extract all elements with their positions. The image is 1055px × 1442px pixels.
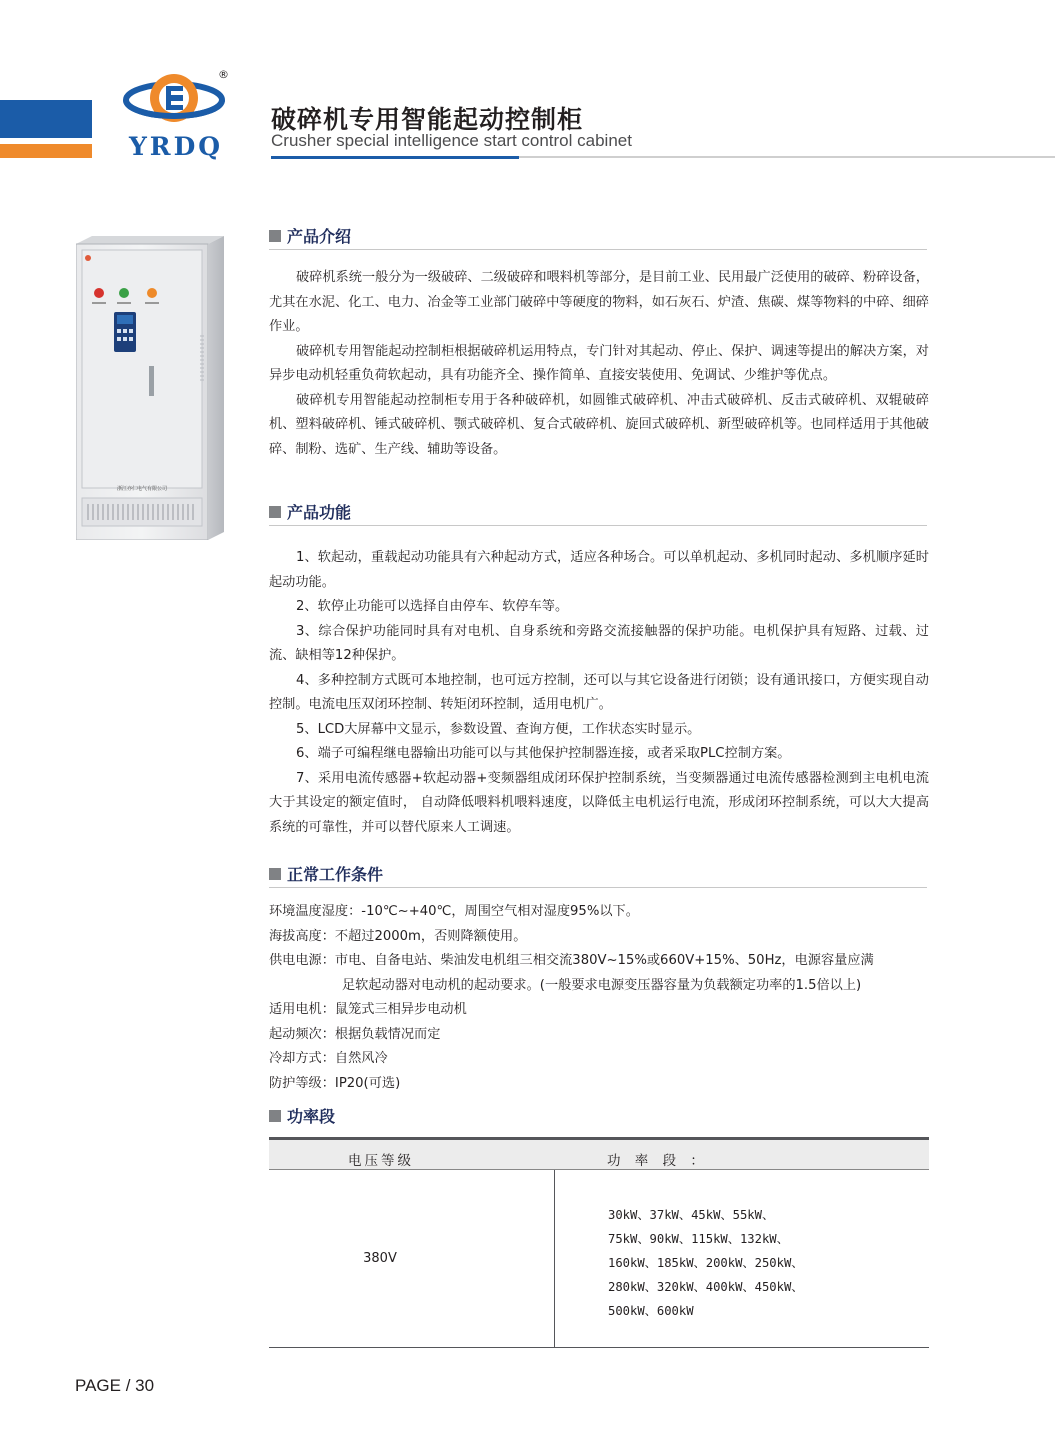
condition-row: 供电电源：市电、自备电站、柴油发电机组三相交流380V~15%或660V+15%、50Hz，电源容量应满 xyxy=(269,953,874,968)
brand-wordmark: YRDQ xyxy=(128,132,224,161)
section-heading-power xyxy=(269,1104,927,1130)
header-divider-accent xyxy=(271,156,519,159)
condition-row: 适用电机：鼠笼式三相异步电动机 xyxy=(269,1002,467,1017)
condition-row: 海拔高度：不超过2000m，否则降额使用。 xyxy=(269,928,527,944)
intro-paragraph: 破碎机系统一般分为一级破碎、二级破碎和喂料机等部分，是目前工业、民用最广泛使用的破碎、粉碎设备，尤其在水泥、化工、电力、冶金等工业部门破碎中等硬度的物料，如石灰石、炉渣、焦碳、煤等物料的中碎、细碎作业。 xyxy=(269,270,929,334)
square-bullet-icon xyxy=(269,230,281,242)
table-cell-power-ranges xyxy=(608,1203,908,1323)
condition-row: 起动频次：根据负载情况而定 xyxy=(269,1026,441,1042)
section-heading-intro xyxy=(269,224,927,250)
table-header-row xyxy=(269,1140,929,1170)
power-range-line: 280kW、320kW、400kW、450kW、 xyxy=(608,1280,804,1294)
section-heading-label: 功率段 xyxy=(287,1107,336,1126)
section-heading-functions xyxy=(269,500,927,526)
intro-text xyxy=(269,266,929,462)
table-bottom-rule xyxy=(269,1347,929,1348)
header-orange-bar xyxy=(0,144,92,158)
page-subtitle: Crusher special intelligence start control cabinet xyxy=(271,131,632,150)
intro-paragraph: 破碎机专用智能起动控制柜专用于各种破碎机，如圆锥式破碎机、冲击式破碎机、反击式破碎机、双辊破碎机、塑料破碎机、锤式破碎机、颚式破碎机、复合式破碎机、旋回式破碎机、新型破碎机等。也同样适用于其他破碎、制粉、选矿、生产线、辅助等设备。 xyxy=(269,392,929,457)
function-item: 1、软起动，重载起动功能具有六种起动方式，适应各种场合。可以单机起动、多机同时起动、多机顺序延时起动功能。 xyxy=(269,550,929,590)
cabinet-image xyxy=(76,236,224,540)
table-header-voltage: 电压等级 xyxy=(348,1153,414,1169)
function-item: 7、采用电流传感器+软起动器+变频器组成闭环保护控制系统，当变频器通过电流传感器检测到主电机电流大于其设定的额定值时， 自动降低喂料机喂料速度，以降低主电机运行电流，形成闭环控制系统，可以大大提高系统的可靠性，并可以替代原来人工调速。 xyxy=(269,770,929,835)
page-number: PAGE / 30 xyxy=(75,1376,155,1395)
power-table xyxy=(269,1137,929,1349)
function-item: 6、端子可编程继电器输出功能可以与其他保护控制器连接，或者采取PLC控制方案。 xyxy=(296,746,791,761)
table-header-power: 功 率 段 ： xyxy=(607,1153,709,1169)
condition-row: 冷却方式：自然风冷 xyxy=(269,1051,388,1066)
cabinet-label: 浙江亦仁电气有限公司 xyxy=(116,486,168,492)
registered-mark: ® xyxy=(218,68,229,81)
power-range-line: 75kW、90kW、115kW、132kW、 xyxy=(608,1232,789,1246)
page-title: 破碎机专用智能起动控制柜 xyxy=(271,105,584,134)
function-item: 3、综合保护功能同时具有对电机、自身系统和旁路交流接触器的保护功能。电机保护具有短路、过载、过流、缺相等12种保护。 xyxy=(269,623,929,663)
section-heading-label: 产品介绍 xyxy=(287,227,352,246)
power-range-line: 500kW、600kW xyxy=(608,1304,694,1318)
section-heading-label: 产品功能 xyxy=(287,503,352,522)
condition-row: 环境温度湿度：-10℃~+40℃，周围空气相对湿度95%以下。 xyxy=(269,904,639,919)
condition-row-continued: 足软起动器对电动机的起动要求。(一般要求电源变压器容量为负载额定功率的1.5倍以上) xyxy=(342,977,862,993)
condition-row: 防护等级：IP20(可选) xyxy=(269,1075,401,1091)
power-range-line: 160kW、185kW、200kW、250kW、 xyxy=(608,1256,804,1270)
function-item: 2、软停止功能可以选择自由停车、软停车等。 xyxy=(296,599,569,614)
header-blue-bar xyxy=(0,100,92,138)
section-heading-conditions xyxy=(269,862,927,888)
function-item: 5、LCD大屏幕中文显示，参数设置、查询方便，工作状态实时显示。 xyxy=(296,721,701,737)
functions-list xyxy=(269,546,929,840)
conditions-list xyxy=(269,900,929,1096)
function-item: 4、多种控制方式既可本地控制，也可远方控制，还可以与其它设备进行闭锁；设有通讯接口，方便实现自动控制。电流电压双闭环控制、转矩闭环控制，适用电机广。 xyxy=(269,672,929,712)
table-column-divider xyxy=(554,1170,555,1347)
intro-paragraph: 破碎机专用智能起动控制柜根据破碎机运用特点，专门针对其起动、停止、保护、调速等提出的解决方案，对异步电动机轻重负荷软起动，具有功能齐全、操作简单、直接安装使用、免调试、少维护等优点。 xyxy=(269,343,929,383)
section-heading-label: 正常工作条件 xyxy=(287,865,384,884)
square-bullet-icon xyxy=(269,868,281,880)
table-cell-voltage: 380V xyxy=(363,1251,397,1266)
square-bullet-icon xyxy=(269,506,281,518)
power-range-line: 30kW、37kW、45kW、55kW、 xyxy=(608,1208,775,1222)
square-bullet-icon xyxy=(269,1110,281,1122)
